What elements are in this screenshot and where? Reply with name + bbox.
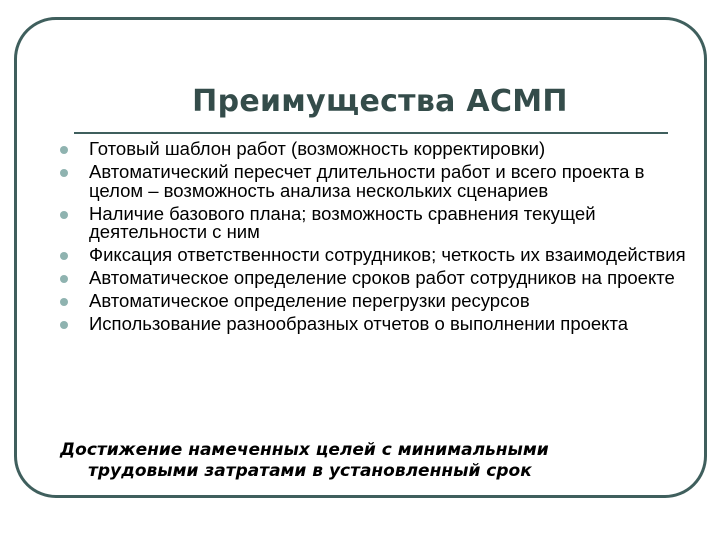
title-divider [74,132,668,134]
conclusion-line-2: трудовыми затратами в установленный срок [88,461,532,481]
list-item [60,315,700,334]
list-item-text: Автоматический пересчет длительности работ и всего проекта в целом – возможность анализа нескольких сценариев [89,161,645,201]
list-item [60,269,700,288]
list-item [60,246,700,265]
bullet-icon [60,146,68,154]
list-item [60,202,700,242]
list-item-text: Фиксация ответственности сотрудников; четкость их взаимодействия [89,244,686,265]
list-item [60,292,700,311]
list-item-text: Готовый шаблон работ (возможность корректировки) [89,138,546,159]
bullet-icon [60,252,68,260]
bullet-icon [60,321,68,329]
list-item-text: Использование разнообразных отчетов о выполнении проекта [89,313,629,334]
bullet-icon [60,211,68,219]
list-item-text: Автоматическое определение сроков работ сотрудников на проекте [89,267,675,288]
bullet-icon [60,275,68,283]
bullet-icon [60,169,68,177]
bullet-icon [60,298,68,306]
list-item [60,140,700,159]
list-item-text: Наличие базового плана; возможность сравнения текущей деятельности с ним [89,202,596,242]
list-item-text: Автоматическое определение перегрузки ресурсов [89,290,530,311]
advantages-list [60,140,700,338]
list-item [60,163,700,200]
conclusion-statement [60,440,690,482]
slide-title: Преимущества АСМП [192,84,568,119]
conclusion-line-1: Достижение намеченных целей с минимальными [60,440,549,460]
